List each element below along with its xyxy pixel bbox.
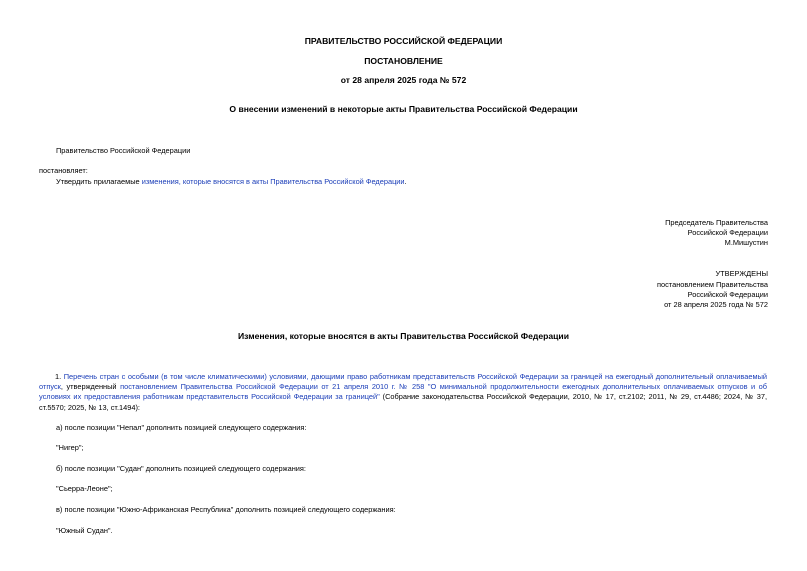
document-type-heading: ПОСТАНОВЛЕНИЕ [364, 56, 443, 66]
changes-title: Изменения, которые вносятся в акты Правительства Российской Федерации [237, 331, 569, 341]
signature-position-2: Российской Федерации [687, 228, 768, 237]
signature-position: Председатель Правительства [665, 218, 768, 227]
sub-item-b-value: "Сьерра-Леоне"; [56, 484, 113, 493]
resolution-258-link[interactable]: постановлением Правительства Российской Федерации от 21 апреля 2010 г. № 258 "О минимальной продолжительности ежегодных дополнительных оплачиваемых отпусков и об условиях их предоставления работникам представительств Российской Федерации за границей" [39, 382, 768, 402]
document-title: О внесении изменений в некоторые акты Правительства Российской Федерации [229, 104, 578, 114]
document-date-number: от 28 апреля 2025 года № 572 [340, 75, 467, 85]
approve-sentence [56, 177, 407, 187]
approval-by-2: Российской Федерации [687, 290, 768, 299]
government-heading: ПРАВИТЕЛЬСТВО РОССИЙСКОЙ ФЕДЕРАЦИИ [304, 36, 503, 46]
approval-date: от 28 апреля 2025 года № 572 [664, 300, 768, 309]
item-1-number: 1. [55, 372, 64, 381]
sub-item-a-value: "Нигер"; [56, 443, 84, 452]
sub-item-a: а) после позиции "Непал" дополнить позицией следующего содержания: [56, 423, 307, 432]
item-1-tail: (Собрание законодательства Российской Федерации, 2010, № 17, ст.2102; 2011, № 29, ст.4486; 2024, № 37, ст.5570; 2025, № 13, ст.1494): [39, 392, 767, 412]
sub-item-v-value: "Южный Судан". [56, 526, 113, 535]
changes-link[interactable]: изменения, которые вносятся в акты Правительства Российской Федерации [141, 177, 405, 186]
approve-prefix: Утвердить прилагаемые [56, 177, 142, 186]
sub-item-v: в) после позиции "Южно-Африканская Республика" дополнить позицией следующего содержания: [56, 505, 396, 514]
decides-text: постановляет: [39, 166, 88, 175]
approve-suffix: . [404, 177, 407, 186]
signature-name: М.Мишустин [724, 238, 768, 247]
countries-list-link[interactable]: Перечень стран с особыми (в том числе климатическими) условиями, дающими право работникам представительств Российской Федерации за границей на ежегодный дополнительный оплачиваемый отпуск [39, 372, 768, 392]
approval-by: постановлением Правительства [657, 280, 768, 289]
approval-stamp: УТВЕРЖДЕНЫ [715, 269, 768, 278]
item-1-mid: , утвержденный [60, 382, 121, 392]
sub-item-b: б) после позиции "Судан" дополнить позицией следующего содержания: [56, 464, 306, 473]
item-1-paragraph [39, 372, 767, 413]
issuer-text: Правительство Российской Федерации [56, 146, 191, 155]
